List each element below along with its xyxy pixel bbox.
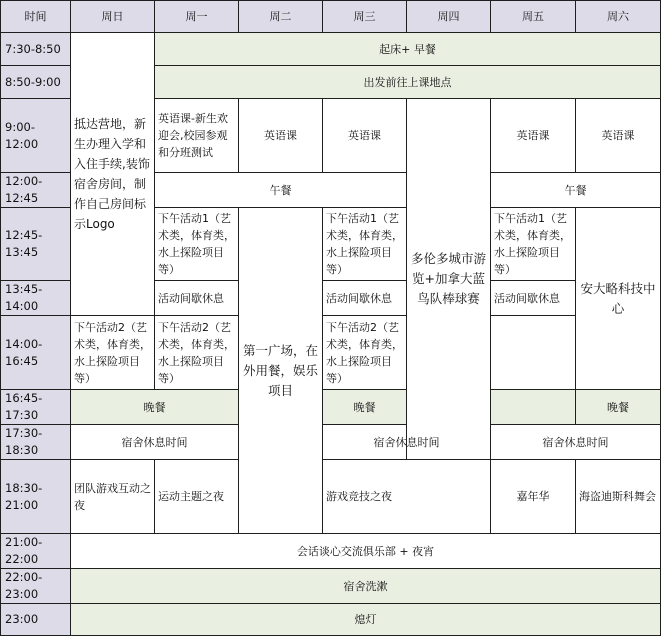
lunch-cell-mon-wed: 午餐 (155, 173, 407, 208)
header-friday: 周五 (491, 1, 576, 33)
header-tuesday: 周二 (239, 1, 323, 33)
saturday-trip-cell: 安大略科技中心 (576, 208, 661, 390)
time-cell: 12:45-13:45 (1, 208, 71, 281)
wednesday-break-cell: 活动间歇休息 (323, 281, 407, 316)
row-1730 (1, 425, 661, 460)
dorm-rest-cell-fri-sat: 宿舍休息时间 (491, 425, 661, 460)
game-night-cell: 游戏竞技之夜 (323, 460, 491, 534)
tuesday-trip-cell: 第一广场，在外用餐，娱乐项目 (239, 208, 323, 534)
monday-morning-cell: 英语课-新生欢迎会,校园参观和分班测试 (155, 99, 239, 173)
header-monday: 周一 (155, 1, 239, 33)
dinner-cell-wed: 晚餐 (323, 390, 407, 425)
row-1830 (1, 460, 661, 534)
tuesday-english-cell: 英语课 (239, 99, 323, 173)
monday-afternoon2-cell: 下午活动2（艺术类，体育类，水上探险项目等） (71, 316, 155, 390)
friday-afternoon1-cell: 下午活动1（艺术类，体育类，水上探险项目等） (491, 208, 576, 281)
time-cell: 21:00-22:00 (1, 534, 71, 569)
dinner-cell-thu (491, 390, 576, 425)
monday-afternoon1-cell: 下午活动1（艺术类，体育类，水上探险项目等） (155, 208, 239, 281)
time-cell: 12:00-12:45 (1, 173, 71, 208)
header-thursday: 周四 (407, 1, 491, 33)
wake-breakfast-cell: 起床+ 早餐 (155, 33, 661, 66)
row-2100 (1, 534, 661, 569)
depart-cell: 出发前往上课地点 (155, 66, 661, 99)
dorm-rest-cell-sun-mon: 宿舍休息时间 (71, 425, 239, 460)
header-saturday: 周六 (576, 1, 661, 33)
time-cell: 22:00-23:00 (1, 569, 71, 604)
time-cell: 13:45-14:00 (1, 281, 71, 316)
header-sunday: 周日 (71, 1, 155, 33)
thursday-trip-cell: 多伦多城市游览+加拿大蓝鸟队棒球赛 (407, 99, 491, 460)
header-row (1, 1, 661, 33)
dinner-cell-sun-mon: 晚餐 (71, 390, 239, 425)
header-wednesday: 周三 (323, 1, 407, 33)
time-cell: 16:45-17:30 (1, 390, 71, 425)
friday-afternoon2-cell: 下午活动2（艺术类，体育类，水上探险项目等） (323, 316, 407, 390)
monday-break-cell: 活动间歇休息 (155, 281, 239, 316)
friday-english-cell: 英语课 (491, 99, 576, 173)
wash-cell: 宿舍洗漱 (71, 569, 661, 604)
lunch-cell-fri-sat: 午餐 (491, 173, 661, 208)
row-2300 (1, 604, 661, 636)
time-cell: 8:50-9:00 (1, 66, 71, 99)
row-1645 (1, 390, 661, 425)
sunday-arrival-cell: 抵达营地，新生办理入学和入住手续,装饰宿舍房间，制作自己房间标示Logo (71, 33, 155, 316)
pirates-cell: 海盗迪斯科舞会 (576, 460, 661, 534)
dorm-rest-cell-wed-thu: 宿舍休息时间 (323, 425, 491, 460)
row-0730 (1, 33, 661, 66)
club-cell: 会话谈心交流俱乐部 + 夜宵 (71, 534, 661, 569)
wednesday-afternoon1-cell: 下午活动1（艺术类，体育类，水上探险项目等） (323, 208, 407, 281)
wednesday-afternoon2-cell: 下午活动2（艺术类，体育类，水上探险项目等） (155, 316, 239, 390)
time-cell: 17:30-18:30 (1, 425, 71, 460)
row-2200 (1, 569, 661, 604)
team-games-cell: 团队游戏互动之夜 (71, 460, 155, 534)
carnival-cell: 嘉年华 (491, 460, 576, 534)
lights-out-cell: 熄灯 (71, 604, 661, 636)
wednesday-english-cell: 英语课 (323, 99, 407, 173)
time-cell: 9:00-12:00 (1, 99, 71, 173)
time-cell: 18:30-21:00 (1, 460, 71, 534)
time-cell: 7:30-8:50 (1, 33, 71, 66)
time-cell: 14:00-16:45 (1, 316, 71, 390)
time-cell: 23:00 (1, 604, 71, 636)
saturday-english-cell: 英语课 (576, 99, 661, 173)
row-1400 (1, 316, 661, 390)
dinner-cell-fri-sat: 晚餐 (576, 390, 661, 425)
header-time: 时间 (1, 1, 71, 33)
friday-break-cell: 活动间歇休息 (491, 281, 576, 316)
sports-night-cell: 运动主题之夜 (155, 460, 239, 534)
